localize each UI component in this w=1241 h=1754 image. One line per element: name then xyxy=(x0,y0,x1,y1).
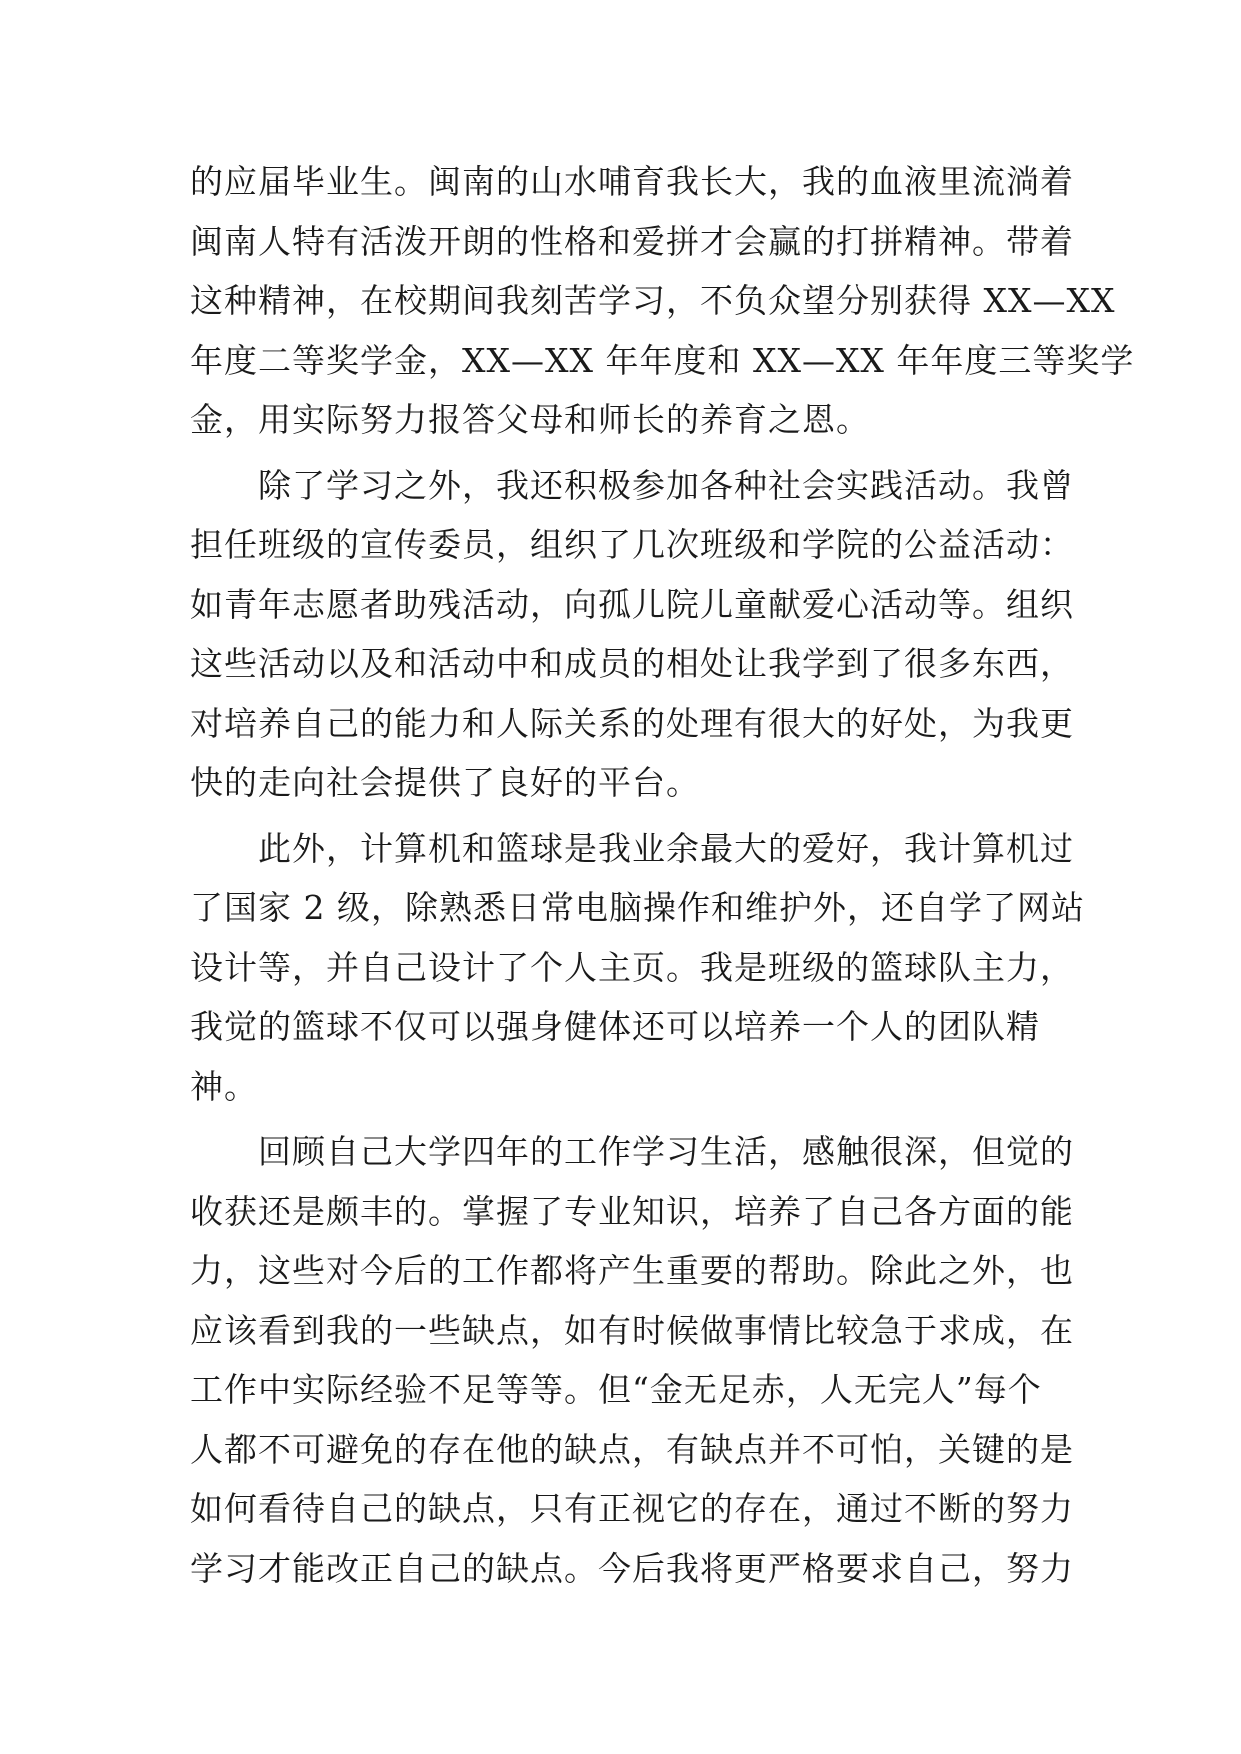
text-line: 了国家 2 级，除熟悉日常电脑操作和维护外，还自学了网站 xyxy=(190,888,1085,927)
text-line: 神。 xyxy=(190,1066,258,1106)
text-line: 除了学习之外，我还积极参加各种社会实践活动。我曾 xyxy=(190,465,1074,505)
text-line: 担任班级的宣传委员，组织了几次班级和学院的公益活动： xyxy=(190,525,1074,564)
text-line: 年度二等奖学金，XX—XX 年年度和 XX—XX 年年度三等奖学 xyxy=(190,340,1135,380)
text-line: 工作中实际经验不足等等。但“金无足赤，人无完人”每个 xyxy=(190,1370,1042,1409)
text-line: 我觉的篮球不仅可以强身健体还可以培养一个人的团队精 xyxy=(190,1007,1040,1046)
text-line: 这种精神，在校期间我刻苦学习，不负众望分别获得 XX—XX xyxy=(190,281,1116,320)
text-line: 如青年志愿者助残活动，向孤儿院儿童献爱心活动等。组织 xyxy=(190,584,1074,624)
text-line: 收获还是颇丰的。掌握了专业知识，培养了自己各方面的能 xyxy=(190,1191,1074,1231)
text-line: 这些活动以及和活动中和成员的相处让我学到了很多东西， xyxy=(190,644,1074,683)
text-line: 快的走向社会提供了良好的平台。 xyxy=(190,763,700,802)
text-line: 金，用实际努力报答父母和师长的养育之恩。 xyxy=(190,400,870,439)
text-line: 学习才能改正自己的缺点。今后我将更严格要求自己，努力 xyxy=(190,1548,1074,1588)
text-line: 对培养自己的能力和人际关系的处理有很大的好处，为我更 xyxy=(190,703,1074,743)
text-line: 的应届毕业生。闽南的山水哺育我长大，我的血液里流淌着 xyxy=(190,162,1074,201)
text-line: 应该看到我的一些缺点，如有时候做事情比较急于求成，在 xyxy=(190,1310,1074,1350)
text-line: 如何看待自己的缺点，只有正视它的存在，通过不断的努力 xyxy=(190,1489,1074,1528)
text-line: 力，这些对今后的工作都将产生重要的帮助。除此之外，也 xyxy=(190,1251,1074,1290)
body-text xyxy=(190,152,1135,1598)
text-line: 此外，计算机和篮球是我业余最大的爱好，我计算机过 xyxy=(190,828,1074,868)
text-line: 闽南人特有活泼开朗的性格和爱拼才会赢的打拼精神。带着 xyxy=(190,221,1074,261)
text-line: 人都不可避免的存在他的缺点，有缺点并不可怕，关键的是 xyxy=(190,1429,1074,1469)
text-line: 设计等，并自己设计了个人主页。我是班级的篮球队主力， xyxy=(190,947,1074,987)
text-line: 回顾自己大学四年的工作学习生活，感触很深，但觉的 xyxy=(190,1132,1074,1171)
